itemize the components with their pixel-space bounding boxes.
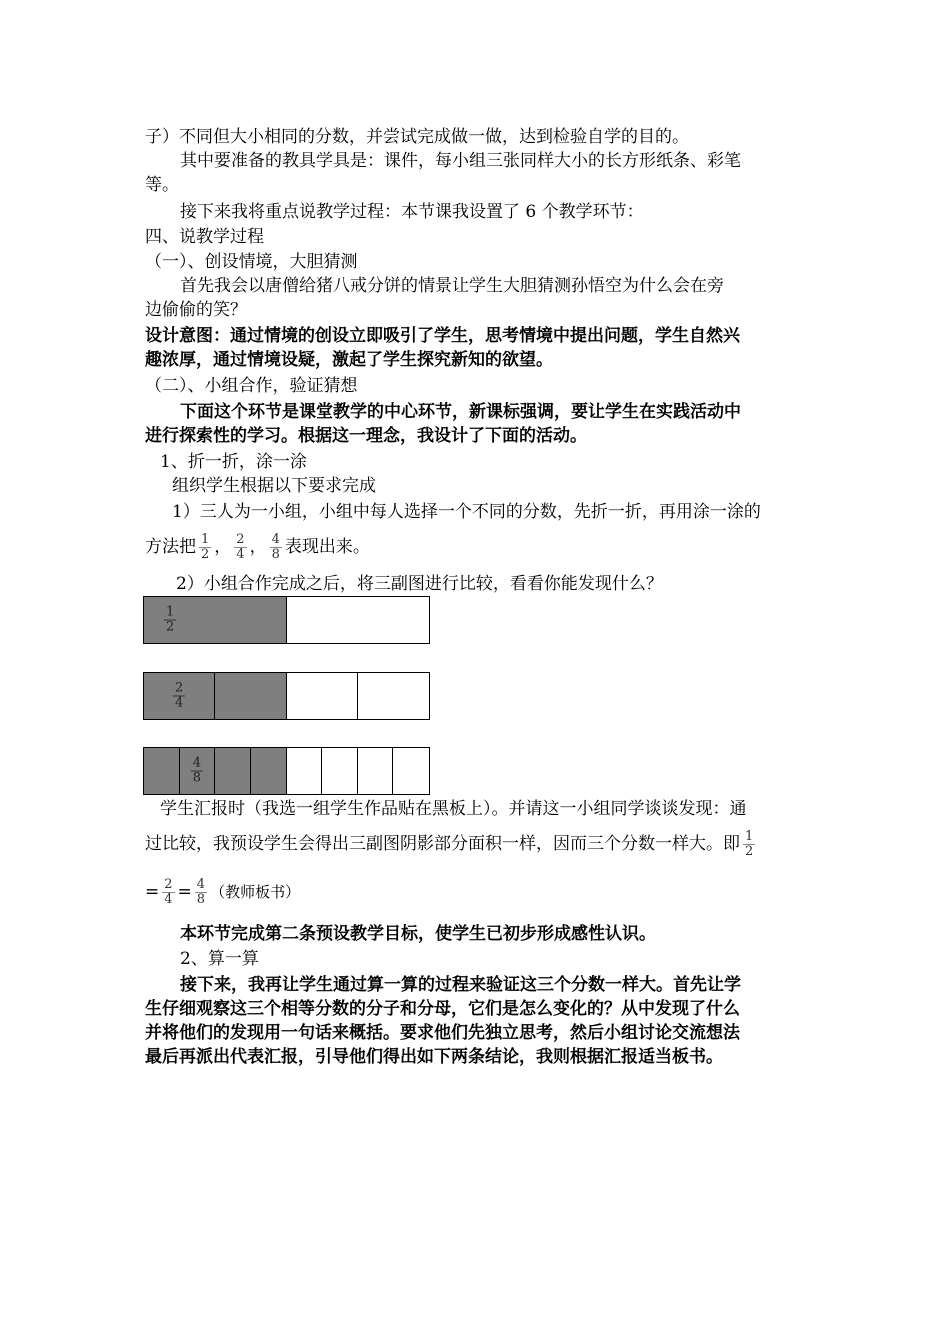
fraction-numerator: 2 bbox=[174, 680, 184, 696]
sentence-text: 过比较，我预设学生会得出三副图阴影部分面积一样，因而三个分数一样大。即 bbox=[145, 834, 740, 854]
sentence-text: ， bbox=[214, 537, 232, 557]
shaded-part bbox=[144, 748, 180, 794]
paragraph-line: 组织学生根据以下要求完成 bbox=[172, 476, 376, 496]
fraction-four-eighths: $\frac{4}{8}$ bbox=[196, 877, 206, 907]
unshaded-part bbox=[287, 673, 358, 719]
paragraph-line: 并将他们的发现用一句话来概括。要求他们先独立思考，然后小组讨论交流想法 bbox=[145, 1023, 740, 1043]
paragraph-line: 接下来我将重点说教学过程：本节课我设置了 6 个教学环节： bbox=[180, 202, 644, 222]
fraction-denominator: 8 bbox=[192, 770, 202, 786]
shaded-part bbox=[251, 748, 287, 794]
fraction-half: $\frac{1}{2}$ bbox=[201, 532, 210, 562]
fraction-sentence bbox=[145, 527, 370, 567]
paragraph-line: 2）小组合作完成之后，将三副图进行比较，看看你能发现什么？ bbox=[176, 574, 663, 594]
subsection-heading: （二）、小组合作，验证猜想 bbox=[145, 376, 358, 396]
shaded-part bbox=[180, 748, 216, 794]
strip-fraction-label bbox=[173, 682, 185, 711]
unshaded-part bbox=[322, 748, 358, 794]
fraction-strip-fourths bbox=[143, 672, 430, 720]
strip-fraction-label bbox=[191, 757, 203, 786]
paragraph-line: 下面这个环节是课堂教学的中心环节，新课标强调，要让学生在实践活动中 bbox=[180, 402, 741, 422]
equals-sign: = bbox=[177, 882, 192, 902]
fraction-two-fourths: $\frac{2}{4}$ bbox=[236, 532, 245, 562]
fraction-numerator: 4 bbox=[192, 755, 202, 771]
paragraph-line: 最后再派出代表汇报，引导他们得出如下两条结论，我则根据汇报适当板书。 bbox=[145, 1047, 723, 1067]
paragraph-line: 其中要准备的教具学具是：课件，每小组三张同样大小的长方形纸条、彩笔 bbox=[180, 151, 741, 171]
unshaded-part bbox=[393, 748, 429, 794]
shaded-part bbox=[144, 673, 215, 719]
fraction-strip-eighths bbox=[143, 747, 430, 795]
fraction-numerator: 1 bbox=[166, 604, 175, 620]
design-intent-line: 趣浓厚，通过情境设疑，激起了学生探究新知的欲望。 bbox=[145, 350, 553, 370]
equals-sign: = bbox=[145, 882, 160, 902]
sentence-text: 方法把 bbox=[145, 537, 196, 557]
paragraph-line: 等。 bbox=[145, 175, 179, 195]
paragraph-line: 进行探索性的学习。根据这一理念，我设计了下面的活动。 bbox=[145, 426, 587, 446]
shaded-part bbox=[215, 748, 251, 794]
paragraph-line: 生仔细观察这三个相等分数的分子和分母，它们是怎么变化的？从中发现了什么 bbox=[145, 999, 740, 1019]
unshaded-part bbox=[358, 748, 394, 794]
unshaded-part bbox=[358, 673, 429, 719]
item-heading: 2、算一算 bbox=[180, 949, 259, 969]
paragraph-line: 首先我会以唐僧给猪八戒分饼的情景让学生大胆猜测孙悟空为什么会在旁 bbox=[180, 276, 724, 296]
fraction-four-eighths: $\frac{4}{8}$ bbox=[271, 532, 280, 562]
fraction-denominator: 4 bbox=[174, 695, 184, 711]
fraction-two-fourths: $\frac{2}{4}$ bbox=[164, 877, 173, 907]
sentence-text: ， bbox=[249, 537, 267, 557]
item-heading: 1、折一折，涂一涂 bbox=[160, 452, 307, 472]
shaded-part bbox=[144, 597, 287, 643]
paragraph-line bbox=[145, 824, 758, 864]
strip-fraction-label bbox=[164, 606, 176, 635]
sentence-text: 表现出来。 bbox=[284, 537, 370, 557]
unshaded-part bbox=[287, 597, 430, 643]
unshaded-part bbox=[287, 748, 323, 794]
paragraph-line: 接下来，我再让学生通过算一算的过程来验证这三个分数一样大。首先让学 bbox=[180, 975, 741, 995]
subsection-heading: （一）、创设情境，大胆猜测 bbox=[145, 252, 358, 272]
paragraph-line: 边偷偷的笑？ bbox=[145, 300, 247, 320]
fraction-strip-half bbox=[143, 596, 430, 644]
paragraph-line: 本环节完成第二条预设教学目标，使学生已初步形成感性认识。 bbox=[180, 924, 656, 944]
equation-line bbox=[145, 872, 300, 912]
section-heading: 四、说教学过程 bbox=[145, 227, 264, 247]
fraction-denominator: 2 bbox=[166, 619, 175, 635]
paragraph-line: 子）不同但大小相同的分数，并尝试完成做一做，达到检验自学的目的。 bbox=[145, 127, 689, 147]
design-intent-line: 设计意图：通过情境的创设立即吸引了学生，思考情境中提出问题，学生自然兴 bbox=[145, 326, 740, 346]
paragraph-line: 学生汇报时（我选一组学生作品贴在黑板上）。并请这一小组同学谈谈发现：通 bbox=[160, 799, 747, 819]
board-note: （教师板书） bbox=[210, 883, 301, 901]
paragraph-line: 1）三人为一小组，小组中每人选择一个不同的分数，先折一折，再用涂一涂的 bbox=[172, 502, 761, 522]
fraction-half: $\frac{1}{2}$ bbox=[745, 829, 754, 859]
shaded-part bbox=[215, 673, 286, 719]
